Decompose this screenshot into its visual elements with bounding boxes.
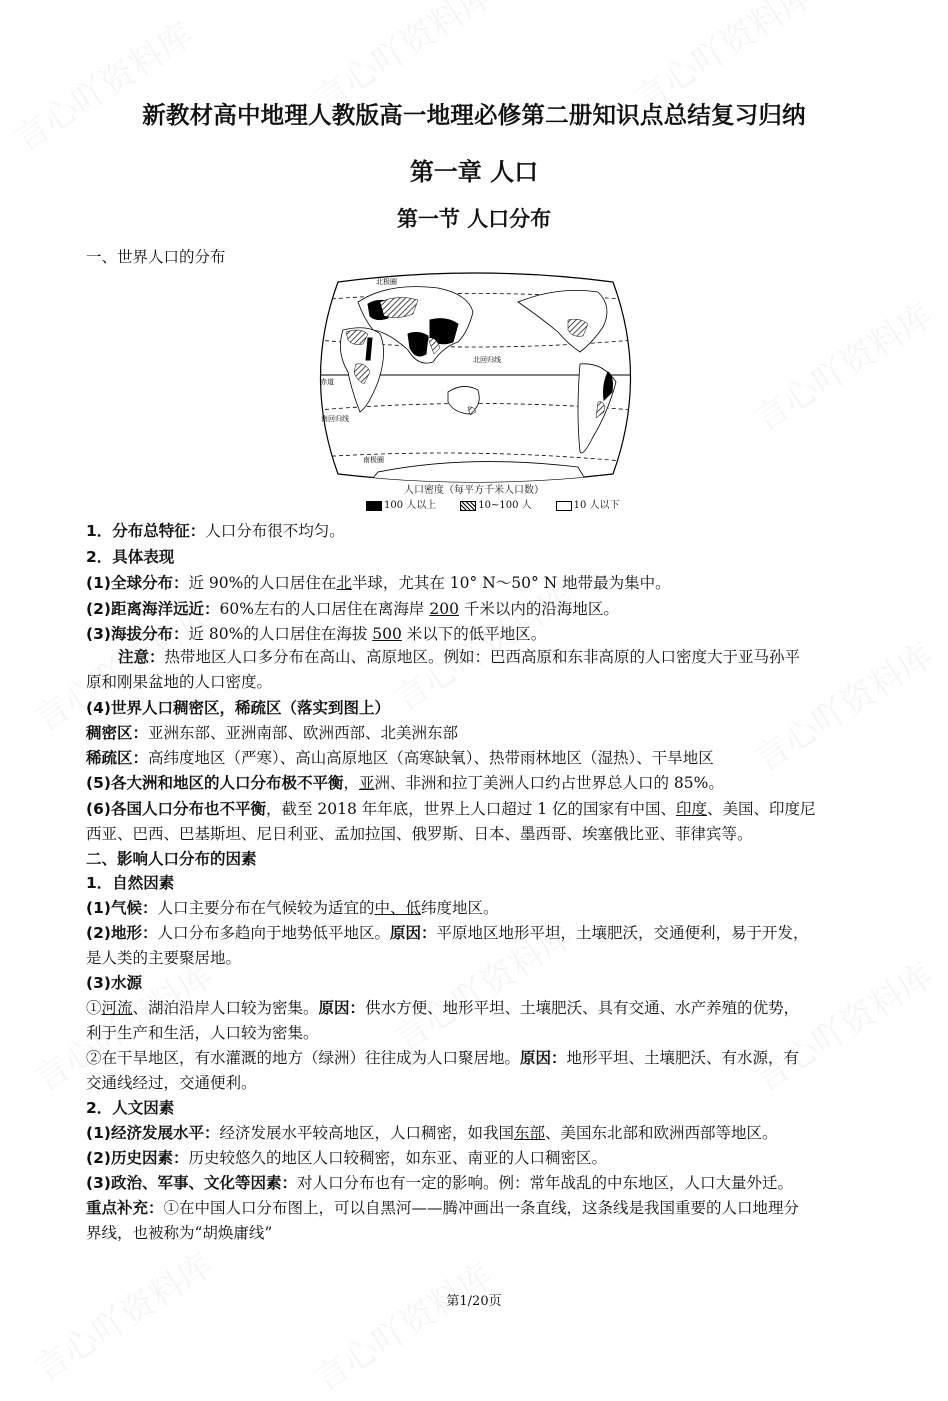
text-span: 原和刚果盆地的人口密度。 [86,673,273,691]
text-span: 利于生产和生活，人口较为密集。 [86,1024,319,1042]
bold-label: 重点补充： [86,1199,164,1217]
bold-label: 原因： [318,999,366,1017]
watermark [23,1238,221,1390]
text-span: 半球，尤其在 10° N～50° N 地带最为集中。 [351,574,671,592]
text-line [86,519,345,541]
text-line [86,721,458,743]
underlined-answer: 东部 [513,1124,545,1142]
underlined-answer: 500 [372,625,402,643]
watermark [743,948,941,1100]
text-line [118,645,800,667]
text-line [86,245,226,267]
legend-item-high: 100 人以上 [366,496,436,511]
chapter-heading: 第一章 人口 [409,158,539,186]
text-line [86,847,257,869]
text-line [86,1121,778,1143]
legend-item-medium: 10~100 人 [460,496,531,511]
underlined-answer: 北 [336,574,352,592]
text-span: 人口分布多趋向于地势低平地区。 [157,924,390,942]
underlined-answer: 中、低 [374,899,421,917]
legend-item-low: 10 人以下 [556,496,620,511]
bold-label: (3)海拔分布： [86,625,189,643]
bold-label: 原因： [389,924,437,942]
bold-label: (5)各大洲和地区的人口分布极不平衡 [86,774,344,792]
bold-label: 1．自然因素 [86,874,175,892]
text-span: 米以下的低平地区。 [401,625,547,643]
page-number: 第1/20页 [446,1294,502,1309]
text-line [86,1146,607,1168]
text-line [86,1096,174,1118]
bold-label: 二、影响人口分布的因素 [86,850,257,868]
text-span: 人口主要分布在气候较为适宜的 [157,899,375,917]
text-span: 千米以内的沿海地区。 [458,600,619,618]
text-span: ①在中国人口分布图上，可以自黑河——腾冲画出一条直线，这条线是我国重要的人口地理分 [163,1199,800,1217]
section-heading: 第一节 人口分布 [396,207,552,231]
text-line [86,896,499,918]
map-label-equator: 赤道 [320,378,334,386]
underlined-answer: 200 [429,600,459,618]
watermark [3,8,201,160]
map-legend [366,496,620,511]
text-span: 交通线经过，交通便利。 [86,1074,257,1092]
text-line [86,1196,799,1218]
bold-label: (2)地形： [86,924,158,942]
text-span: 、美国、印度尼 [707,800,816,818]
map-label-arctic-circle: 北极圈 [376,278,397,286]
text-line [86,545,174,567]
map-legend-title: 人口密度（每平方千米人口数） [404,485,544,496]
text-line [86,1221,272,1243]
bold-label: (3)水源 [86,974,142,992]
bold-label: (1)全球分布： [86,574,189,592]
underlined-answer: 亚 [358,774,375,792]
text-line [86,996,799,1018]
watermark [743,288,941,440]
bold-label: (2)历史因素： [86,1149,189,1167]
world-population-map [318,272,633,484]
text-line [86,670,272,692]
text-line [86,871,174,893]
document-title: 新教材高中地理人教版高一地理必修第二册知识点总结复习归纳 [142,101,806,129]
text-line [86,696,390,718]
text-span: 是人类的主要聚居地。 [86,949,242,967]
underlined-answer: 印度 [676,800,708,818]
watermark [303,1248,501,1400]
bold-label: 原因： [520,1049,567,1067]
text-span: 近 90%的人口居住在 [188,574,337,592]
text-line [86,971,142,993]
bold-label: 注意： [118,648,165,666]
bold-label: 1．分布总特征： [86,522,206,540]
text-span: ②在干旱地区，有水灌溉的地方（绿洲）往往成为人口聚居地。 [86,1049,521,1067]
text-span: 对人口分布也有一定的影响。例：常年战乱的中东地区，人口大量外迁。 [296,1174,793,1192]
bold-label: 稀疏区： [86,749,149,767]
text-span: 历史较悠久的地区人口较稠密，如东亚、南亚的人口稠密区。 [188,1149,607,1167]
bold-label: (1)经济发展水平： [86,1124,220,1142]
text-span: 西亚、巴西、巴基斯坦、尼日利亚、孟加拉国、俄罗斯、日本、墨西哥、埃塞俄比亚、菲律宾等。 [86,825,753,843]
map-label-tropic-capricorn: 南回归线 [321,415,349,423]
text-span: ① [86,999,102,1017]
text-span: 、美国东北部和欧洲西部等地区。 [545,1124,778,1142]
text-line [86,946,241,968]
text-span: 、湖泊沿岸人口较为密集。 [132,999,319,1017]
text-span: 高纬度地区（严寒）、高山高原地区（高寒缺氧）、热带雨林地区（湿热）、干旱地区 [148,749,714,767]
text-line [86,822,753,844]
text-line [86,1021,319,1043]
text-span: 一、世界人口的分布 [86,248,226,266]
bold-label: 2．具体表现 [86,548,175,566]
text-line [86,1071,257,1093]
text-span: 近 80%的人口居住在海拔 [188,625,373,643]
bold-label: (6)各国人口分布也不平衡 [86,800,266,818]
bold-label: (3)政治、军事、文化等因素： [86,1174,297,1192]
text-span: 洲、非洲和拉丁美洲人口约占世界总人口的 85%。 [374,774,724,792]
text-span: 地形平坦、土壤肥沃、有水源，有 [566,1049,800,1067]
underlined-answer: 河流 [101,999,133,1017]
text-line [86,797,816,819]
text-line [86,1046,799,1068]
text-span: ，截至 2018 年年底，世界上人口超过 1 亿的国家有中国、 [265,800,676,818]
text-span: 平原地区地形平坦，土壤肥沃，交通便利，易于开发， [436,924,809,942]
bold-label: 2．人文因素 [86,1099,175,1117]
text-span: 60%左右的人口居住在离海岸 [219,600,430,618]
text-span: 人口分布很不均匀。 [205,522,345,540]
bold-label: (1)气候： [86,899,158,917]
text-span: 供水方便、地形平坦、土壤肥沃、具有交通、水产养殖的优势， [365,999,800,1017]
text-span: 热带地区人口多分布在高山、高原地区。例如：巴西高原和东非高原的人口密度大于亚马孙平 [164,648,801,666]
text-span: ， [343,774,359,792]
text-span: 亚洲东部、亚洲南部、欧洲西部、北美洲东部 [148,724,459,742]
text-line [86,622,546,644]
text-line [86,597,619,619]
bold-label: (2)距离海洋远近： [86,600,220,618]
text-span: 经济发展水平较高地区，人口稠密，如我国 [219,1124,514,1142]
text-line [86,571,671,593]
text-span: 界线，也被称为“胡焕庸线” [86,1224,273,1242]
map-label-tropic-cancer: 北回归线 [473,356,501,364]
text-line [86,1171,793,1193]
text-span: 纬度地区。 [420,899,499,917]
text-line [86,771,724,793]
bold-label: (4)世界人口稠密区，稀疏区（落实到图上） [86,699,390,717]
text-line [86,746,714,768]
map-label-antarctic-circle: 南极圈 [363,456,384,464]
bold-label: 稠密区： [86,724,149,742]
text-line [86,921,809,943]
